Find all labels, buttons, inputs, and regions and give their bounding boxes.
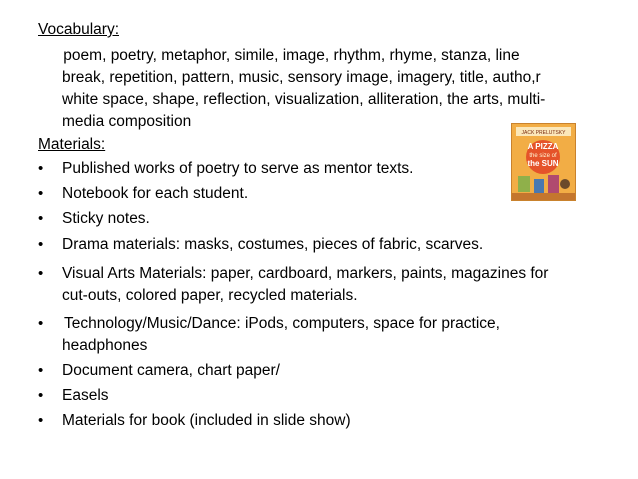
book-title-line: A PIZZA [527, 142, 559, 151]
bullet: • [38, 362, 44, 379]
materials-item-continuation: headphones [62, 337, 148, 354]
bullet: • [38, 185, 44, 202]
materials-item: Easels [62, 387, 109, 404]
vocabulary-line: break, repetition, pattern, music, sensory image, imagery, title, autho,r [62, 69, 541, 86]
bullet: • [38, 412, 44, 429]
materials-item: Visual Arts Materials: paper, cardboard, markers, paints, magazines for [62, 265, 549, 282]
vocabulary-line: media composition [62, 113, 192, 130]
bullet: • [38, 265, 44, 282]
vocabulary-heading: Vocabulary: [38, 21, 119, 38]
book-cover-image [511, 123, 576, 201]
materials-item: Drama materials: masks, costumes, pieces of fabric, scarves. [62, 236, 484, 253]
bullet: • [38, 315, 44, 332]
bullet: • [38, 210, 44, 227]
materials-item: Materials for book (included in slide show) [62, 412, 351, 429]
materials-item: Sticky notes. [62, 210, 150, 227]
materials-item: Document camera, chart paper/ [62, 362, 280, 379]
book-title-line: the SUN [527, 159, 559, 168]
vocabulary-line: poem, poetry, metaphor, simile, image, rhythm, rhyme, stanza, line [59, 47, 520, 64]
bullet: • [38, 236, 44, 253]
materials-heading: Materials: [38, 136, 106, 153]
materials-item-continuation: cut-outs, colored paper, recycled materials. [62, 287, 358, 304]
book-title-line: the size of [529, 153, 557, 159]
vocabulary-line: white space, shape, reflection, visualization, alliteration, the arts, multi- [62, 91, 546, 108]
materials-item: Notebook for each student. [62, 185, 249, 202]
bullet: • [38, 387, 44, 404]
book-author: JACK PRELUTSKY [521, 130, 566, 136]
materials-item: Technology/Music/Dance: iPods, computers, space for practice, [60, 315, 500, 332]
bullet: • [38, 160, 44, 177]
materials-item: Published works of poetry to serve as mentor texts. [62, 160, 414, 177]
book-cover-art [512, 124, 575, 200]
